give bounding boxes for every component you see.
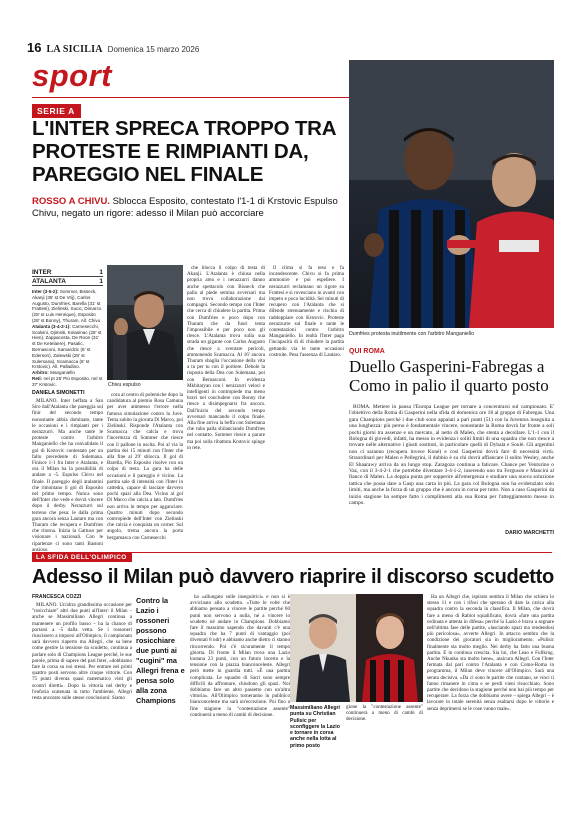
article-column: Il clima si fa teso e fa incandescente. Chivu si fa prima ammonire e poi espellere. I nerazzurri reclamano un rigore su Frattesi e si rovesciano in avanti con impeto e poca lucidità. Sei minuti di recupero con l'Atalanta che si difende strenuamente e rischia di raddoppiare con Krstovic. Proteste nerazzurre sul finale e tante le contestazioni contro l'arbitro Manganiello. In realtà l'Inter paga l'incapacità di di chiudere la partita gettando via le tante occasioni costruite. Pesa l'assenza di Lautaro. [269,265,344,358]
article-column: MILANO. Inter beffata a San Siro dall'Atalanta che pareggia sul finir del secondo tempo nonostante abbia dominato, tante le occasioni e i rimpianti per i nerazzurri. Ma anche tante le proteste contro l'arbitro Manganiello che ha convalidato il gol di Krstovic contestato per un fallo precedente di Sulemana. Finisce 1-1 fra Inter e Atalanta, e ora il Milan ha la possibilità di andare a -5. Espulso Chivu nel finale. Il pareggio degli atalantini che rimontano il gol di Esposito nel primo tempo. Nunca sono dell'Inter che vede e dovrà vincere dopo il derby. Nerazzurri sul terreno che pesa: le dalla prima gara ancora senza Lautaro ma con Thuram che recupera e Dumfries che ritorna. Inizia la Gattuso per visionare i nazionali. Con le ripartenze ci sono tanti Bastoni ansioso. [32,398,103,553]
paper-name: LA SICILIA [46,44,103,55]
article-column: cora al centro di polemiche dopo la candidatura al premio Rosa Camuna per aver ammesso l'errore nella famosa simulazione contro la Juve. Tema subito la giocata Di Marco, poi Zielinski. Risponde l'Atalanta con Scamacca che calcia e trova l'incertezza di Sommer che riesce con il pallone in uscita. Poi al via la partita dei 15 minuti con l'Inter che alla fine al 29' sblocca. Il gol di Barella, Pio Esposito risolve con un colpo di testa. La gara ha delle occasioni e il pareggio è vicino. La partita sale di intensità con l'Inter in cattedra, capace di lasciare davvero pochi spazi alla Dea. Vicino al gol Di Marco che calcia a lato. Dumfries non arriva in tempo per agganciare. Quattro minuti dopo secondo contropiede dell'Inter con Zielinski che calcia e conquista un corner. Sul angolo, trema ancora la porta bergamasca con Carnesecchi [107,392,183,541]
scoreboard [32,268,103,388]
score-row-team1 [32,268,103,277]
photo-allegri-pulisic [290,594,423,702]
article3-author: FRANCESCA COZZI [32,594,82,600]
photo-chivu [107,265,183,380]
lineup-entry: Arbitro: Manganiello [32,370,75,376]
photo-dumfries [349,60,554,328]
page-header [27,40,557,54]
article2-headline: Duello Gasperini-Fabregas a Como in palio il quarto posto [349,357,549,395]
lineup-entry: Reti: nel pt 26' Pio Esposito, nel st 37' Krstovic. [32,375,103,387]
page-number: 16 [27,40,42,55]
article3-headline: Adesso il Milan può davvero riaprire il discorso scudetto [32,566,554,588]
team-name: ATALANTA [32,277,66,285]
team-score: 1 [99,277,103,285]
lineup-entry: Inter (3-5-2): Sommer, Bisseck, Akanji (35' st De Vrij), Carlos Augusto, Dumfries, Barella (31' st Frattesi), Zielinski, Sucic, Dimarco (28' st Luis Henrique), Esposito (28' st Bonny), Thuram. All. Chivu [32,289,102,323]
article-column: che blocca il colpo di testa di Akanji. L'Atalanta è chiusa nella propria area e i nerazzurri danno anche spettacolo con Bisseck che palla al piede semina avversari ma non trova collaborazione dai compagni. Secondo tempo con l'Inter che cerca di chiudere la partita. Prima con Dumfries e poco dopo con Thuram che da fuori tenta l'impossibile e per poco non gli riesce. L'Atalanta trova sulla sua strada un gigante con Carlos Augusto che riesce a sventare pericoli, ammonendo Scamacca. Al 16' ancora Thuram sbaglia l'occasione della vita a tu per tu con il portiere. Debole la risposta della Dea con Sulemana, poi con Bernasconi. In evidenza Mkhitaryan con i nerazzurri veloci e intelligenti in contropiede ma meno bravi nel concludere con Bonny che riesce a disimpegnarsi fra ancora. Dall'inizio del secondo tempo avversari mancando il colpo finale. Alla fine arriva la beffa con Sulemana che ruba palla sbilanciando Dumfries nel contatto. Sommer riesce a parare ma poi sulla ribattuta Krstovic spinge in rete. [187,265,265,451]
article-subhead [32,196,350,220]
main-headline: L'INTER SPRECA TROPPO TRA PROTESTE E RIMPIANTI DA, PAREGGIO NEL FINALE [32,117,336,186]
article3-kicker: LA SFIDA DELL'OLIMPICO [32,553,132,562]
article3-column: MILANO. Un'altra grandissima occasione per "rosicchiare" altri due punti all'Inter: il Milan – anche se Massimiliano Allegri continua a mantenere un profilo basso – ha la chance di portarsi a -5 dalla vetta. Se i rossoneri riuscissero a imporsi all'Olimpico, il campionato sarà davvero riaperto ma Allegri, che sa bene come gestire la tensione da scudetto, continua a parlare solo di Champions League perché, le sue parole, prima di sapere del pari Inter, «dobbiamo fare la corsa su noi stessi. Per entrare nei primi quattro posti servono altre cinque vittorie. Con 75 punti diventa quasi matematico visti gli scontri diretti». Dopo la vittoria nel derby e l'euforia scatenata in tutto l'ambiente, Allegri resta ancorato sulle stesse conclusioni: Siamo [32,602,132,702]
photo-side-quote: Massimiliano Allegri punta su Christian Pulisic per sconfiggere la Lazio e tornare in corsa anche nella lotta al primo posto [290,705,340,749]
pull-quote: Contro la Lazio i rossoneri possono rosicchiare due punti ai "cugini" ma Allegri frena e pensa solo alla zona Champions [136,596,185,705]
team-score: 1 [99,268,103,276]
photo-caption: Dumfries protesta inutilmente con l'arbitro Manganiello [349,331,474,337]
article2-author: DARIO MARCHETTI [505,530,554,536]
article2-kicker: QUI ROMA [349,348,385,355]
score-row-team2 [32,277,103,286]
article3-column: ha «allungato sulle inseguitrici» e non si è avvicinato allo scudetto. «Tutte le volte che abbiamo pensato a vincere le partite perché 60 punti non servono a nulla, né a vincere lo scudetto né andare in Champions. Dobbiamo fare il massimo sapendo che davanti c'è una squadra che ha 7 punti di vantaggio (poi diventati 8 ndr) e abbiamo anche dietro ci stanno rincorrendo. Poi c'è sicuramente il tempo ghiotta. Di fronte il Milan trova una Lazio lontana 23 punti, con un futuro incerto e la tensione con la piazza bianconceleste. Allegri però mette in guardia tutti. «È una partita complicata. Le squadre di Sarri sono sempre difficili da affrontare, chiudono gli spazi. Noi dobbiamo fare un altro passetto con un'altra vittoria». All'Olimpico torneranno in pubblico bianconceleste ma sarà un'eccezione. Poi fino a fine stagione la "contestazione assente" continuerà a meno di cambi di decisione. [190,594,290,718]
subhead-highlight: ROSSO A CHIVU. [32,196,110,207]
lineups [32,289,103,388]
photo-allegri-pulisic-image [290,594,423,702]
article-kicker: SERIE A [32,104,81,118]
section-title: sport [32,58,112,93]
article3-column: Ha un Allegri che, ispirato sembra il Milan che schiera lo stesso 11 e con i tifosi che sperano di dare la carica alla squadra contro la seconda in classifica. Il Milan, che dovrà fare a meno di Rabiot squalificato, dovrà «fare una partita ordinata e attenta in difesa» perché la Lazio è brava a segnare nell'ultima fase delle partite, «lasciando spazi ma rendendosi più pericolosa», avverte Allegri. In attacco sembra che la condizione dei giocatori sia in miglioramento. «Pulisic finalmente sta molto meglio. Nei derby ha fatto una buona partita. E in continua crescita. Sia lui, che Leao e Fullkrug. Anche Nkunku sta molto bene», assicura Allegri. Con l'Inter fermata dal pari contro l'Atalanta e con Como-Roma in programma, il Milan deve vincere all'Olimpico. Sarà una serata decisiva. «Da ci sono le partite che contano, se vinci ti fanno rimanere in cima e se perdi vieni risucchiato. Sono partite che decidono la stagione perché non hai più tempo per recuperare. La forza che dobbiamo avere – spiega Allegri – è lavorare in totale serenità senza esaltarsi dopo le vittorie e senza deprimersi se le cose vanno male». [427,594,554,712]
photo-caption: Chivu espulso [108,382,141,388]
article-author: DANIELA SIMONETTI [32,390,85,396]
subhead-text: Sblocca Esposito, contestato l'1-1 di Krstovic Espulso Chivu, negato un rigore: adesso il Milan può accorciare [32,196,338,219]
lineup-entry: Atalanta (3-4-2-1): Carnesecchi, Scalvini, Djimsiti, Kolasinac (28' st Hien), Zappacosta, De Roon (31' st De Ketelaere), Pasalic, Bernasconi, Samardzic (6' st Ederson), Zalewski (28' st Sulemana), Scamacca (6' st Krstovic). All. Palladino. [32,323,102,370]
photo-dumfries-image [349,60,554,328]
article2-body: ROMA. Mettere in pausa l'Europa League per tornare a concentrarsi sul campionato. E' l'obiettivo della Roma di Gasperini nella sfida di domenica ore 18 al gruppo di Fabregas. Una gara Champions perché i due club sono appaiati a pari punti (51) con la Juventus inseguita a una lunghezza: più perno è fondamentale vincere, nonostante la Roma dovrà far fronte a soli pochi giorni tra assenze e un mercato, al netto di Malen, che stenta a decollare. L'1-1 con il Bologna di giovedì, infatti, ha messo in evidenza i soliti limiti di una squadra che non riesce a trovare nelle alternative i giusti sostituti, in particolare quelli di Dybala e Soulé. Gli argentini non ci saranno (recupera invece Koné) e così Gasperini dovrà fare di necessità virtù. Straordinari per Malen e Pellegrini, il dubbio è su chi dovrà affiancare il solito Wesley, anche El Shaarawy arriva da un lungo stop. Zaragoza continua a faticare. Chance per Venturino o Vaz, con il 3-4-2-1 che potrebbe diventare 3-4-1-2, inserendo uno tra Ferguson e Mancini al fianco di Malen. La doppia punta per sopperire all'emergenza e studiare una nuova soluzione tattica che possa dare a Gasp una carta in più. La gara col Bologna non ha evidenziato solo limiti, ma anche la forza di un gruppo che è ancora in corsa per tutto. Non a caso Gasperini da inizio stagione ha sempre fatto i complimenti alla sua Roma per l'atteggiamento messo in campo. [349,404,554,507]
article3-column-continued: gione la "contestazione assente" continuerà a meno di cambi di decisione. [346,704,423,723]
page-date: Domenica 15 marzo 2026 [107,45,200,54]
photo-chivu-image [107,265,183,380]
team-name: INTER [32,268,52,276]
